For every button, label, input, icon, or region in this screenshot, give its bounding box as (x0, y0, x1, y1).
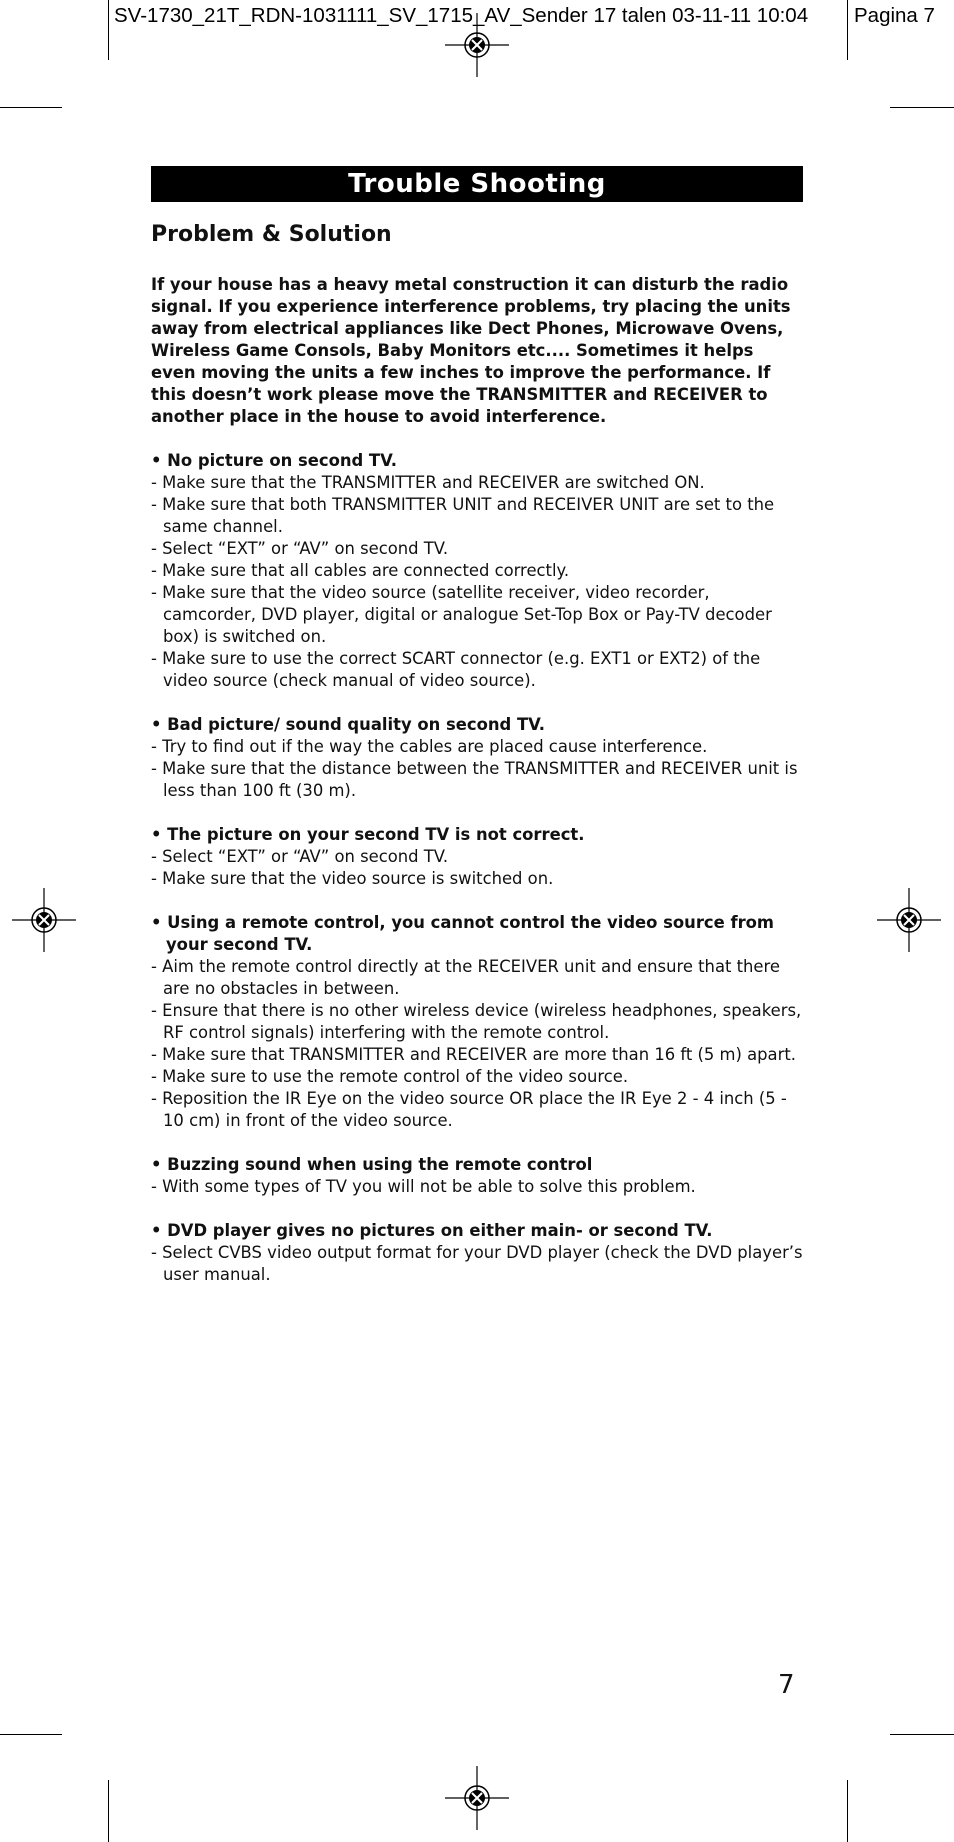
solution-item: - Make sure that both TRANSMITTER UNIT and RECEIVER UNIT are set to the same channel. (151, 495, 775, 536)
crop-mark-bottom-right-horizontal (890, 1734, 954, 1735)
section-heading: • No picture on second TV. (151, 451, 397, 470)
section-heading: • Bad picture/ sound quality on second TV. (151, 715, 545, 734)
solution-item: - Make sure to use the correct SCART connector (e.g. EXT1 or EXT2) of the video source (check manual of video source). (151, 649, 761, 690)
trouble-section (151, 912, 803, 1132)
page-title: Trouble Shooting (151, 166, 803, 202)
registration-mark-top (445, 13, 509, 77)
crop-mark-bottom-left-horizontal (0, 1734, 62, 1735)
solution-item: - Make sure that the video source (satellite receiver, video recorder, camcorder, DVD player, digital or analogue Set-Top Box or Pay-TV decoder box) is switched on. (151, 583, 772, 646)
crop-mark-top-left-horizontal (0, 107, 62, 108)
page-content (151, 166, 803, 1286)
solution-item: - With some types of TV you will not be able to solve this problem. (151, 1177, 696, 1196)
section-heading: • The picture on your second TV is not correct. (151, 825, 585, 844)
solution-item: - Aim the remote control directly at the RECEIVER unit and ensure that there are no obstacles in between. (151, 957, 780, 998)
solution-item: - Select “EXT” or “AV” on second TV. (151, 847, 449, 866)
slug-page-label: Pagina 7 (854, 4, 935, 27)
solution-item: - Select CVBS video output format for your DVD player (check the DVD player’s user manual. (151, 1243, 803, 1284)
solution-item: - Make sure to use the remote control of the video source. (151, 1067, 629, 1086)
intro-paragraph: If your house has a heavy metal construction it can disturb the radio signal. If you experience interference problems, try placing the units away from electrical appliances like Dect Phones, Microwave Ovens, Wireless Game Consols, Baby Monitors etc.... Sometimes it helps even moving the units a few inches to improve the performance. If this doesn’t work please move the TRANSMITTER and RECEIVER to another place in the house to avoid interference. (151, 275, 791, 426)
trouble-section (151, 450, 803, 692)
solution-item: - Reposition the IR Eye on the video source OR place the IR Eye 2 - 4 inch (5 - 10 cm) in front of the video source. (151, 1089, 787, 1130)
section-heading: • Buzzing sound when using the remote control (151, 1155, 593, 1174)
solution-item: - Make sure that the distance between the TRANSMITTER and RECEIVER unit is less than 100 ft (30 m). (151, 759, 798, 800)
registration-mark-left (12, 888, 76, 952)
registration-mark-right (877, 888, 941, 952)
solution-item: - Make sure that the video source is switched on. (151, 869, 554, 888)
page-number: 7 (778, 1670, 795, 1700)
crop-mark-top-right-vertical (847, 0, 848, 60)
solution-item: - Try to find out if the way the cables are placed cause interference. (151, 737, 708, 756)
trouble-section (151, 824, 803, 890)
section-heading: • Using a remote control, you cannot control the video source from your second TV. (151, 913, 775, 954)
solution-item: - Make sure that the TRANSMITTER and RECEIVER are switched ON. (151, 473, 705, 492)
trouble-section (151, 714, 803, 802)
crop-mark-bottom-left-vertical (108, 1780, 109, 1842)
solution-item: - Select “EXT” or “AV” on second TV. (151, 539, 449, 558)
trouble-section (151, 1154, 803, 1198)
section-heading: • DVD player gives no pictures on either main- or second TV. (151, 1221, 713, 1240)
registration-mark-bottom (445, 1766, 509, 1830)
section-subtitle: Problem & Solution (151, 222, 392, 247)
crop-mark-top-left-vertical (108, 0, 109, 60)
solution-item: - Make sure that all cables are connected correctly. (151, 561, 570, 580)
trouble-section (151, 1220, 803, 1286)
solution-item: - Make sure that TRANSMITTER and RECEIVER are more than 16 ft (5 m) apart. (151, 1045, 796, 1064)
slug-file-info: SV-1730_21T_RDN-1031111_SV_1715_AV_Sender 17 talen 03-11-11 10:04 (114, 4, 809, 27)
crop-mark-top-right-horizontal (890, 107, 954, 108)
solution-item: - Ensure that there is no other wireless device (wireless headphones, speakers, RF control signals) interfering with the remote control. (151, 1001, 802, 1042)
crop-mark-bottom-right-vertical (847, 1780, 848, 1842)
